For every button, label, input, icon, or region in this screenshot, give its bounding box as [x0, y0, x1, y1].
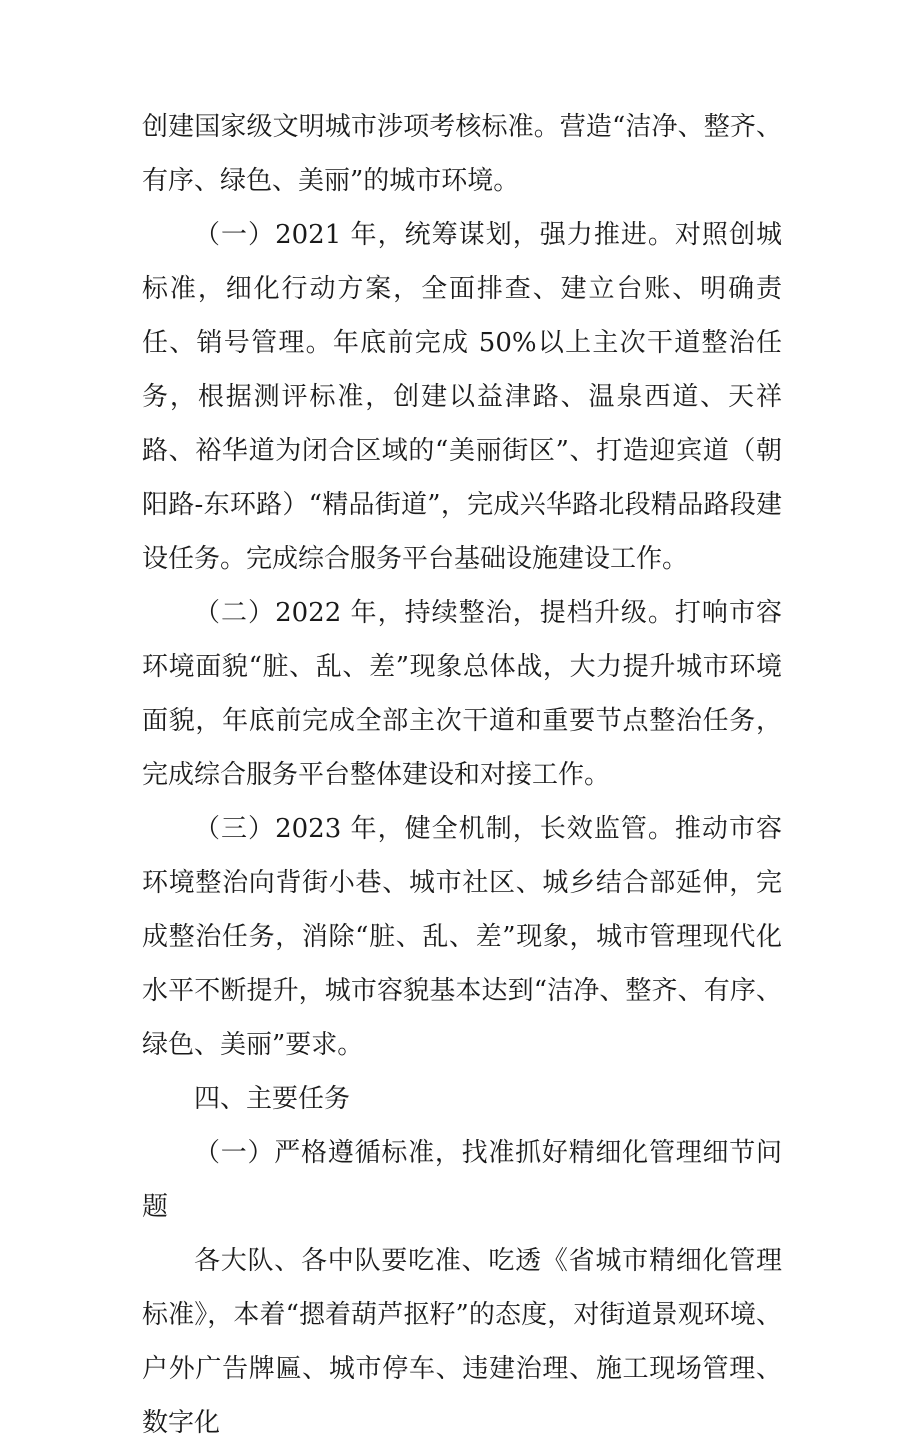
paragraph-standards-body: 各大队、各中队要吃准、吃透《省城市精细化管理标准》，本着“摁着葫芦抠籽”的态度，对街道景观环境、户外广告牌匾、城市停车、违建治理、施工现场管理、数字化	[142, 1246, 782, 1438]
paragraph-intro-continuation: 创建国家级文明城市涉项考核标准。营造“洁净、整齐、有序、绿色、美丽”的城市环境。	[142, 112, 782, 196]
paragraph-2021-plan: （一）2021 年，统筹谋划，强力推进。对照创城标准，细化行动方案，全面排查、建立台账、明确责任、销号管理。年底前完成 50%以上主次干道整治任务，根据测评标准，创建以益津路、温泉西道、天祥路、裕华道为闭合区域的“美丽街区”、打造迎宾道（朝阳路-东环路）“精品街道”，完成兴华路北段精品路段建设任务。完成综合服务平台基础设施建设工作。	[142, 220, 782, 574]
paragraph-2022-plan: （二）2022 年，持续整治，提档升级。打响市容环境面貌“脏、乱、差”现象总体战，大力提升城市环境面貌，年底前完成全部主次干道和重要节点整治任务，完成综合服务平台整体建设和对接工作。	[142, 598, 782, 790]
paragraph-2023-plan: （三）2023 年，健全机制，长效监管。推动市容环境整治向背街小巷、城市社区、城乡结合部延伸，完成整治任务，消除“脏、乱、差”现象，城市管理现代化水平不断提升，城市容貌基本达到“洁净、整齐、有序、绿色、美丽”要求。	[142, 814, 782, 1060]
document-body	[142, 100, 782, 1450]
subsection-heading-standards: （一）严格遵循标准，找准抓好精细化管理细节问题	[142, 1138, 782, 1222]
section-heading-main-tasks: 四、主要任务	[194, 1084, 351, 1114]
